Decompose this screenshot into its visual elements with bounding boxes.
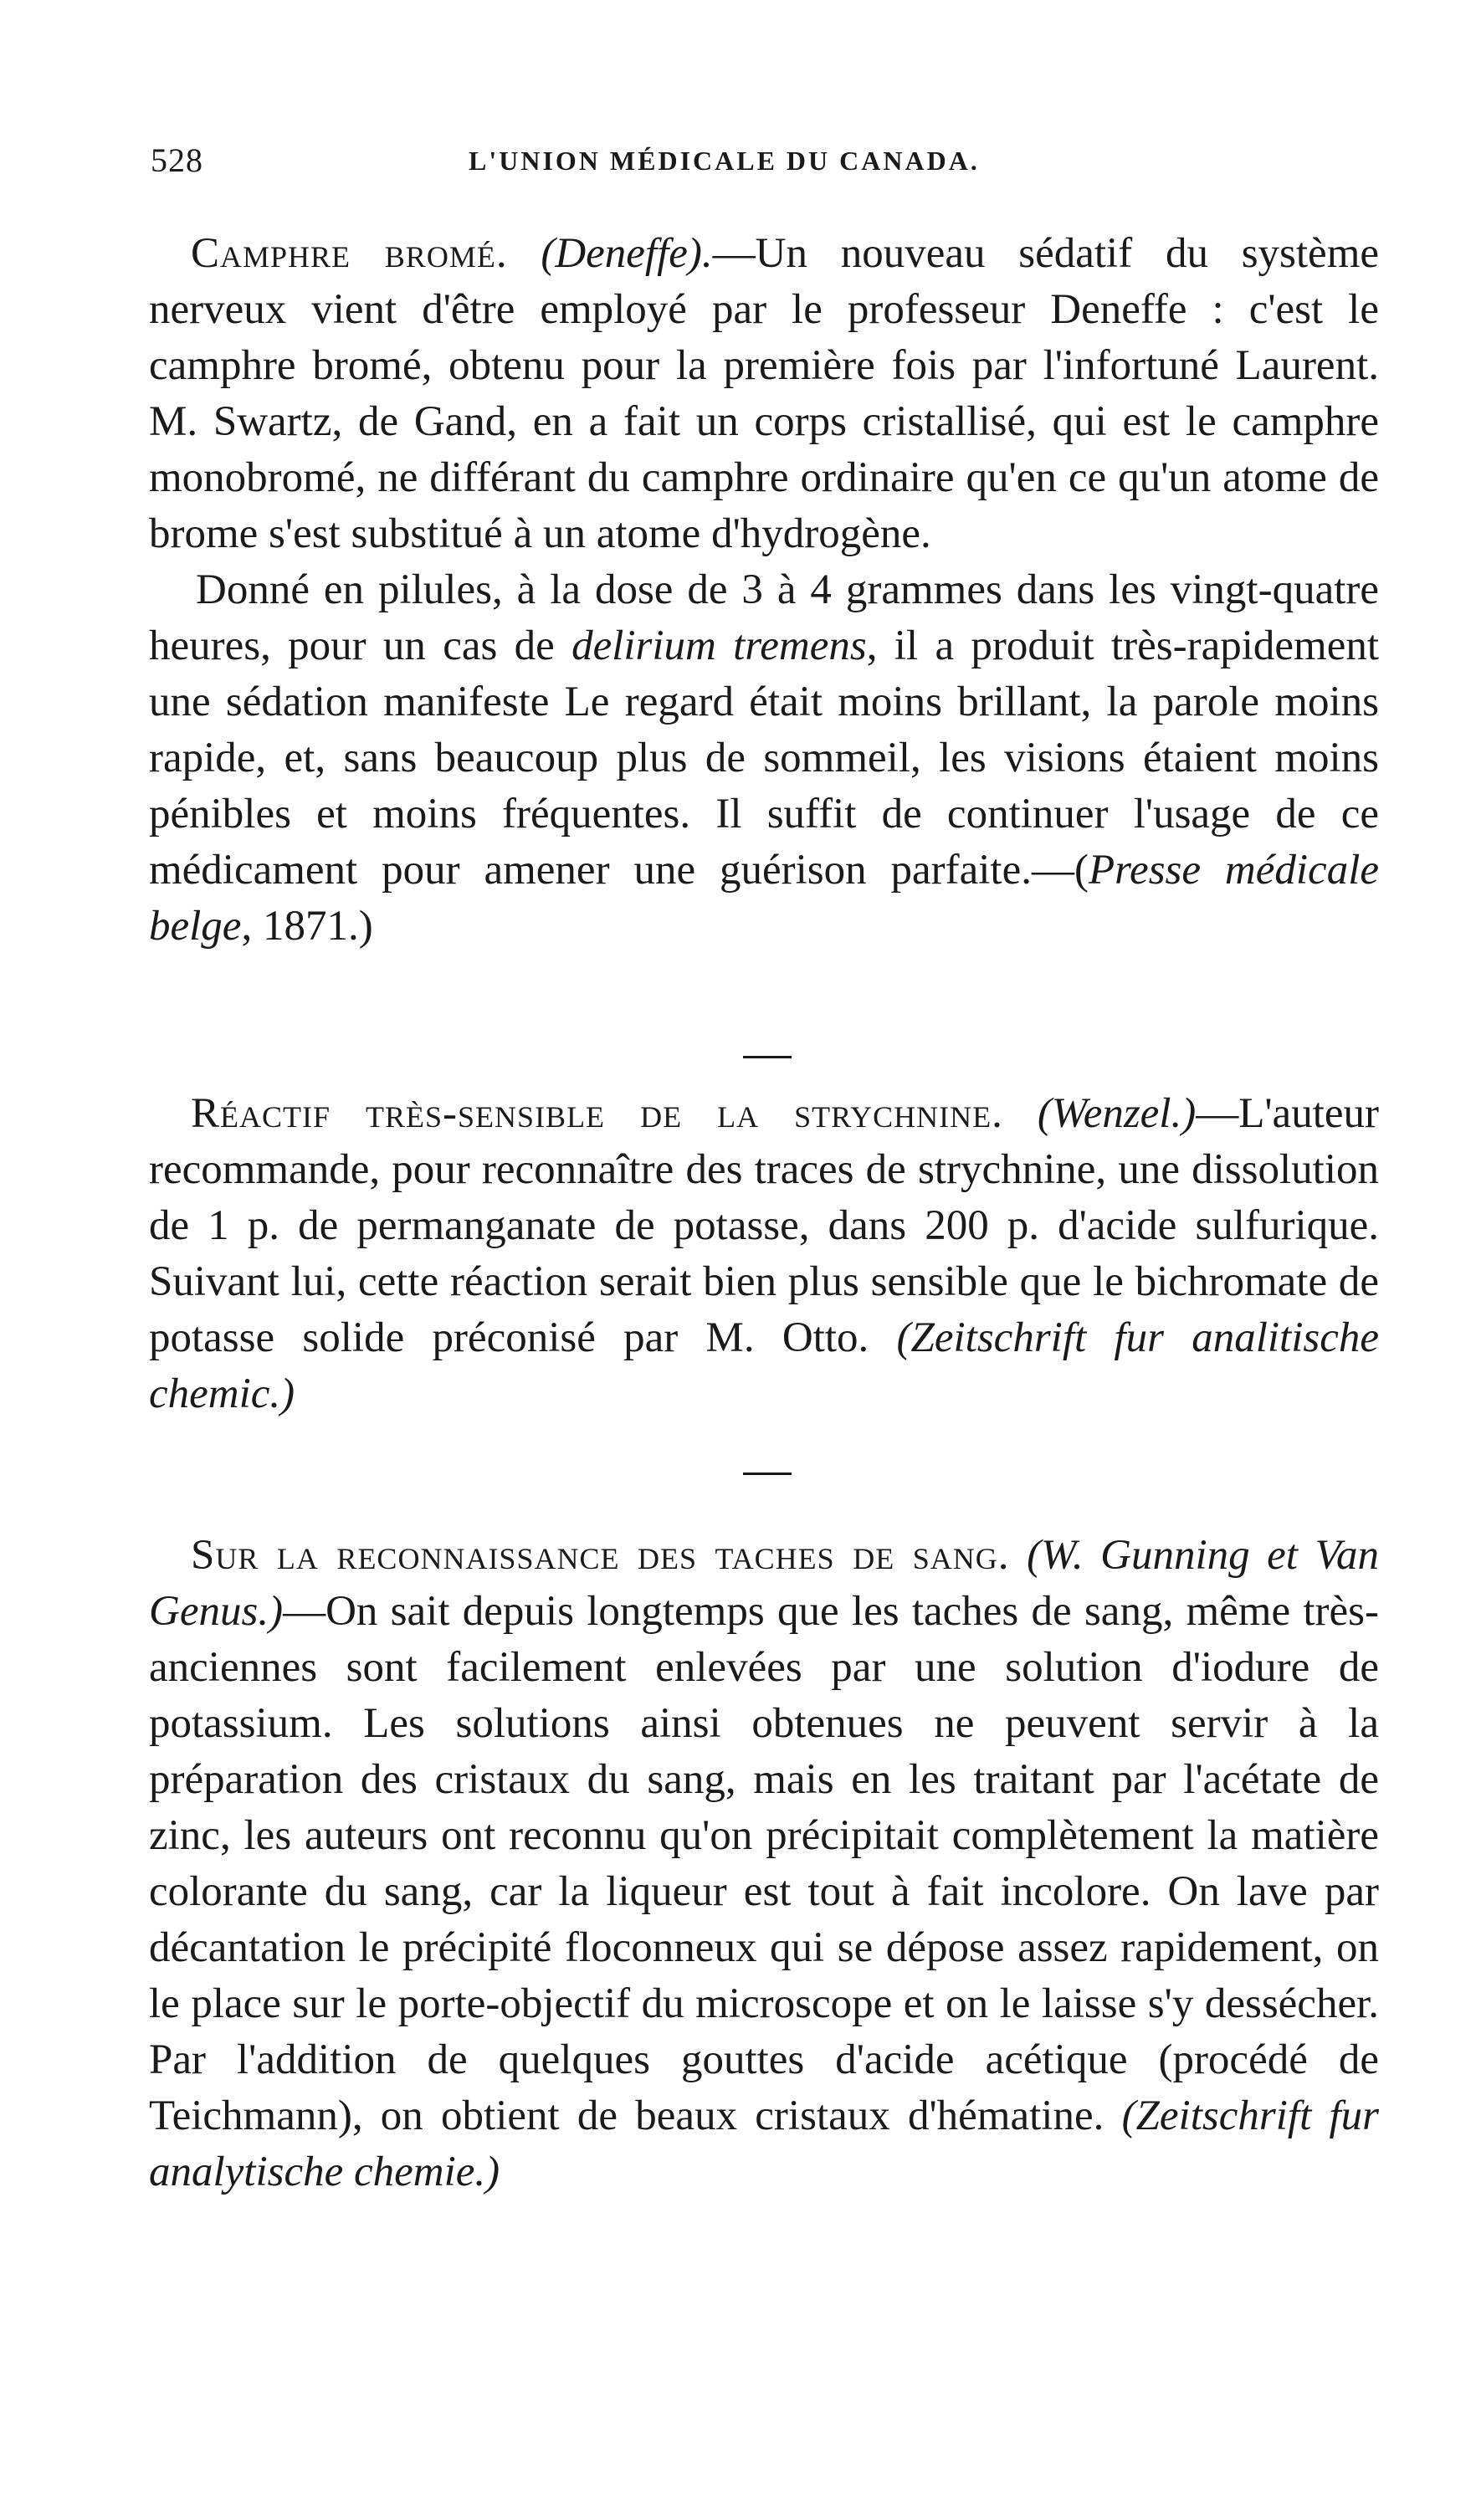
article-source: (Zeitschrift fur analitische chemic.) [149,1314,1379,1417]
section-divider [743,1473,792,1475]
article-paragraph [149,226,1379,562]
article-source: (Zeitschrift fur analytische chemie.) [149,2092,1379,2195]
article-title: Réactif très-sensible de la strychnine. [191,1090,1003,1137]
article-text: —Un nouveau sédatif du système nerveux vient d'être employé par le professeur Deneffe : c'est le camphre bromé, obtenu pour la première fois par l'infortuné Laurent. M. Swartz, de Gand, en a fait un corps cristallisé, qui est le camphre monobromé, ne différant du camphre ordinaire qu'en ce qu'un atome de brome s'est substitué à un atome d'hydrogène. [149,230,1380,557]
article-text: —On sait depuis longtemps que les taches de sang, même très-anciennes sont facilement enlevées par une solution d'iodure de potassium. Les solutions ainsi obtenues ne peuvent servir à la préparation des cristaux du sang, mais en les traitant par l'acétate de zinc, les auteurs ont reconnu qu'on précipitait complètement la matière colorante du sang, car la liqueur est tout à fait incolore. On lave par décantation le précipité floconneux qui se dépose assez rapidement, on le place sur le porte-objectif du microscope et on le laisse s'y dessécher. Par l'addition de quelques gouttes d'acide acétique (procédé de Teichmann), on obtient de beaux cristaux d'hématine. [149,1588,1379,2139]
article-author: (Deneffe). [541,230,713,277]
article-text: , il a produit très-rapidement une sédation manifeste Le regard était moins brillant, la parole moins rapide, et, sans beaucoup plus de sommeil, les visions étaient moins pénibles et moins fréquentes. Il suffit de continuer l'usage de ce médicament pour amener une guérison parfaite.—( [149,622,1380,894]
article-paragraph [149,562,1379,955]
article-camphre-brome [149,226,1379,955]
article-source: Presse médicale belge [149,847,1379,950]
article-author: (W. Gunning et Van Genus.) [149,1532,1380,1635]
article-title: Sur la reconnaissance des taches de sang. [191,1532,1010,1579]
medical-term: delirium tremens [571,622,867,669]
article-paragraph [149,1086,1379,1422]
article-title: Camphre bromé. [191,230,508,277]
article-paragraph [149,1528,1379,2200]
article-text: Donné en pilules, à la dose de 3 à 4 grammes dans les vingt-quatre heures, pour un cas de [149,566,1379,669]
article-author: (Wenzel.) [1037,1090,1197,1137]
article-text: , 1871.) [241,903,373,950]
section-divider [743,1056,792,1058]
journal-title: L'UNION MÉDICALE DU CANADA. [469,146,980,176]
running-head [151,141,1372,191]
page-number: 528 [151,141,203,179]
article-taches-de-sang [149,1528,1379,2200]
article-text: —L'auteur recommande, pour reconnaître des traces de strychnine, une dissolution de 1 p. de permanganate de potasse, dans 200 p. d'acide sulfurique. Suivant lui, cette réaction serait bien plus sensible que le bichromate de potasse solide préconisé par M. Otto. [149,1090,1379,1361]
article-reactif-strychnine [149,1086,1379,1422]
